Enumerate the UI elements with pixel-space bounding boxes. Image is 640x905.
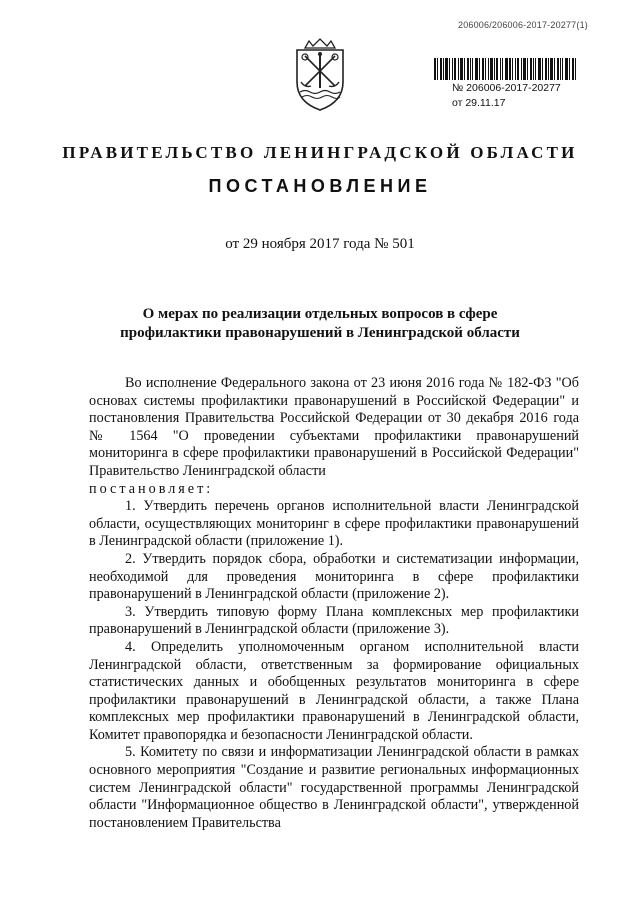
- decree-text: постановляет:: [89, 480, 214, 497]
- item-paragraph: 4. Определить уполномоченным органом исполнительной власти Ленинградской области, ответственным за формирование официальных статистических данных и обобщенных результатов мониторинга в сфере профилактики правонарушений в Ленинградской области, а также Плана комплексных мер профилактики правонарушений в Ленинградской области, Комитет правопорядка и безопасности Ленинградской области.: [89, 638, 579, 743]
- intro-paragraph: [89, 375, 579, 481]
- document-type-heading: ПОСТАНОВЛЕНИЕ: [208, 176, 432, 196]
- item-paragraph: 1. Утвердить перечень органов исполнительной власти Ленинградской области, осуществляющих мониторинг в сфере профилактики правонарушений в Ленинградской области (приложение 1).: [89, 498, 579, 550]
- item-paragraph: 3. Утвердить типовую форму Плана комплексных мер профилактики правонарушений в Ленинградской области (приложение 3).: [89, 603, 579, 638]
- barcode: [434, 58, 576, 80]
- registration-number: № 206006-2017-20277: [452, 82, 561, 94]
- document-top-number: 206006/206006-2017-20277(1): [457, 20, 588, 30]
- document-title: [100, 305, 540, 343]
- document-date-line: от 29 ноября 2017 года № 501: [225, 236, 415, 252]
- title-line: О мерах по реализации отдельных вопросов в сфере: [142, 306, 498, 322]
- item-paragraph: 2. Утвердить порядок сбора, обработки и систематизации информации, необходимой для проведения мониторинга в сфере профилактики правонарушений в Ленинградской области (приложение 2).: [89, 550, 579, 603]
- intro-text: Во исполнение Федерального закона от 23 июня 2016 года № 182-ФЗ "Об основах системы профилактики правонарушений в Российской Федерации" и постановления Правительства Российской Федерации от 30 декабря 2016 года № 1564 "О проведении субъектами профилактики правонарушений мониторинга в сфере профилактики правонарушений в Российской Федерации" Правительство Ленинградской области: [89, 375, 579, 479]
- document-body: [89, 375, 579, 832]
- decree-word: [89, 481, 579, 499]
- coat-of-arms-emblem: [291, 38, 349, 112]
- title-line: профилактики правонарушений в Ленинградской области: [120, 325, 520, 341]
- authority-heading: ПРАВИТЕЛЬСТВО ЛЕНИНГРАДСКОЙ ОБЛАСТИ: [62, 143, 578, 162]
- registration-date: от 29.11.17: [452, 97, 506, 109]
- item-paragraph: 5. Комитету по связи и информатизации Ленинградской области в рамках основного мероприятия "Создание и развитие региональных информационных систем Ленинградской области" государственной программы Ленинградской области "Информационное общество в Ленинградской области", утвержденной постановлением Правительства: [89, 744, 579, 831]
